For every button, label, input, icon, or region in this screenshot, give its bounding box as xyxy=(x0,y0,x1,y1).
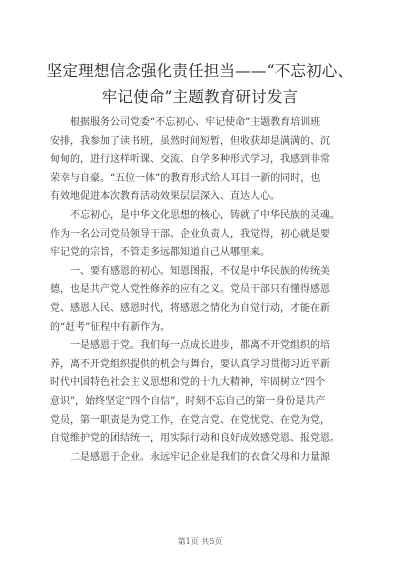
title-line: 牢记使命”主题教育研讨发言 xyxy=(101,88,299,106)
body-line: 根据服务公司党委“不忘初心、牢记使命”主题教育培训班 xyxy=(70,117,321,128)
title-line: 坚定理想信念强化责任担当——“不忘初心、 xyxy=(46,62,354,80)
body-line: 养，离不开党组织提供的机会与舞台，要认真学习贯彻习近平新 xyxy=(50,358,330,370)
body-line: 牢记党的宗旨，不管走多远都知道自己从哪里来。 xyxy=(50,247,270,259)
body-line: 一、要有感恩的初心。知恩图报，不仅是中华民族的传统美 xyxy=(70,265,330,277)
document-body xyxy=(50,114,355,467)
body-line: 安排，我参加了读书班，虽然时间短暂，但收获却是满满的、沉 xyxy=(50,135,330,147)
document-title xyxy=(40,58,360,110)
body-line: 自觉维护党的团结统一，用实际行动和良好成效感党恩、报党恩。 xyxy=(50,433,340,445)
body-line: 有效地促进本次教育活动效果层层深入、直达人心。 xyxy=(50,191,280,203)
body-line: 作为一名公司党员领导干部、企业负责人，我觉得，初心就是要 xyxy=(50,228,330,240)
body-line: 甸甸的，进行这样听课、交流、自学多种形式学习，我感到非常 xyxy=(50,154,330,166)
body-line: 不忘初心，是中华文化思想的核心，铸就了中华民族的灵魂。 xyxy=(70,209,340,221)
body-line: 荣幸与自豪。“五位一体”的教育形式给人耳目一新的同时，也 xyxy=(50,172,321,184)
body-line: 德，也是共产党人党性修养的应有之义。党员干部只有懂得感恩 xyxy=(50,284,330,296)
body-line: 党、感恩人民、感恩时代，将感恩之情化为自觉行动，才能在新 xyxy=(50,302,330,314)
body-line: 二是感恩于企业。永远牢记企业是我们的衣食父母和力量源 xyxy=(70,451,330,463)
body-line: 一是感恩于党。我们每一点成长进步，都离不开党组织的培 xyxy=(70,340,330,352)
body-line: 的“赶考”征程中有新作为。 xyxy=(50,321,171,333)
body-line: 时代中国特色社会主义思想和党的十九大精神，牢固树立“四个 xyxy=(50,377,326,389)
body-line: 党员，第一职责是为党工作，在党言党、在党忧党、在党为党， xyxy=(50,414,330,426)
body-line: 意识”，始终坚定“四个自信”，时刻不忘自己的第一身份是共产 xyxy=(50,395,326,407)
page-number: 第1页 共5页 xyxy=(177,537,223,546)
